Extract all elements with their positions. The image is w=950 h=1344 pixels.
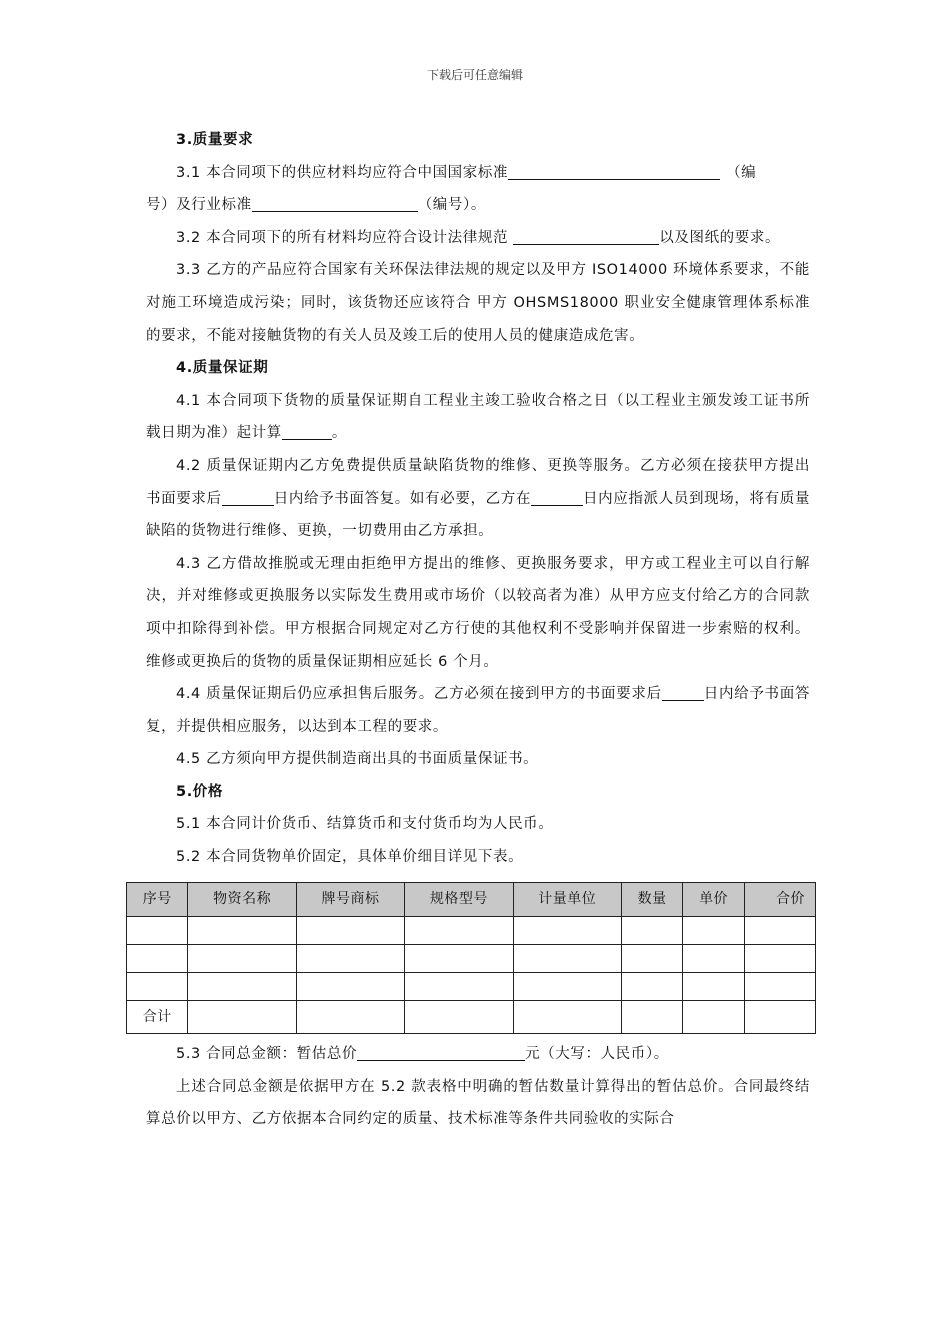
unit-price-table <box>126 882 816 1035</box>
clause-4-3: 4.3 乙方借故推脱或无理由拒绝甲方提出的维修、更换服务要求，甲方或工程业主可以自行解决，并对维修或更换服务以实际发生费用或市场价（以较高者为准）从甲方应支付给乙方的合同款项中扣除得到补偿。甲方根据合同规定对乙方行使的其他权利不受影响并保留进一步索赔的权利。维修或更换后的货物的质量保证期相应延长 6 个月。 <box>146 555 810 670</box>
table-row <box>127 972 816 1000</box>
section-3-title: 3.质量要求 <box>176 132 254 148</box>
col-header-brand: 牌号商标 <box>296 882 404 916</box>
table-total-row <box>127 1000 816 1034</box>
col-header-quantity: 数量 <box>621 882 682 916</box>
clause-5-3-explanation: 上述合同总金额是依据甲方在 5.2 款表格中明确的暂估数量计算得出的暂估总价。合同最终结算总价以甲方、乙方依据本合同约定的质量、技术标准等条件共同验收的实际合 <box>146 1078 810 1128</box>
clause-3-3: 3.3 乙方的产品应符合国家有关环保法律法规的规定以及甲方 ISO14000 环境体系要求，不能对施工环境造成污染；同时，该货物还应该符合 甲方 OHSMS18000 职业安全健康管理体系标准的要求，不能对接触货物的有关人员及竣工后的使用人员的健康造成危害。 <box>146 262 810 344</box>
clause-5-3-text-a: 5.3 合同总金额：暂估总价 <box>176 1046 358 1063</box>
clause-5-3 <box>146 1038 810 1071</box>
table-row <box>127 944 816 972</box>
clause-5-3-text-b: 元（大写：人民币）。 <box>525 1046 669 1063</box>
contract-body <box>142 124 810 1136</box>
clause-3-2 <box>146 222 810 255</box>
clause-3-2-text-b: 以及图纸的要求。 <box>659 229 781 246</box>
blank-estimated-total <box>357 1044 525 1061</box>
clause-4-4-text-b: 日内给予书面答复，并提供相应服务，以达到本工程的要求。 <box>146 686 810 735</box>
blank-service-days <box>662 684 704 701</box>
blank-reply-days <box>222 489 274 506</box>
clause-3-1-text-c: 号）及行业标准 <box>146 197 252 214</box>
col-header-unit-price: 单价 <box>683 882 744 916</box>
clause-5-2: 5.2 本合同货物单价固定，具体单价细目详见下表。 <box>176 849 524 866</box>
section-4-title: 4.质量保证期 <box>176 360 269 377</box>
col-header-total-price: 合价 <box>744 882 815 916</box>
clause-3-1-text-a: 3.1 本合同项下的供应材料均应符合中国国家标准 <box>176 164 509 181</box>
clause-4-4 <box>146 678 810 743</box>
clause-4-1-text-b: 。 <box>331 425 348 442</box>
col-header-unit: 计量单位 <box>513 882 621 916</box>
clause-5-1: 5.1 本合同计价货币、结算货币和支付货币均为人民币。 <box>176 816 554 833</box>
col-header-serial: 序号 <box>127 882 188 916</box>
clause-3-1-text-d: （编号）。 <box>417 197 486 214</box>
table-header-row <box>127 882 816 916</box>
clause-3-2-text-a: 3.2 本合同项下的所有材料均应符合设计法律规范 <box>176 229 514 246</box>
clause-3-1 <box>146 157 810 222</box>
blank-industry-standard <box>252 195 418 212</box>
blank-design-code <box>513 228 659 245</box>
page-header-note: 下载后可任意编辑 <box>426 68 523 82</box>
clause-4-1-text-a: 4.1 本合同项下货物的质量保证期自工程业主竣工验收合格之日（以工程业主颁发竣工证书所载日期为准）起计算 <box>146 392 810 442</box>
col-header-material-name: 物资名称 <box>188 882 296 916</box>
clause-4-4-text-a: 4.4 质量保证期后仍应承担售后服务。乙方必须在接到甲方的书面要求后 <box>176 686 662 703</box>
clause-4-2-text-c: 日内应指派人员到现场，将有质量缺陷的货物进行维修、更换，一切费用由乙方承担。 <box>146 490 810 540</box>
clause-3-1-text-b: （编 <box>726 164 757 181</box>
blank-warranty-period <box>282 423 332 440</box>
clause-4-2-text-b: 日内给予书面答复。如有必要，乙方在 <box>273 490 531 507</box>
clause-4-2-text-a: 4.2 质量保证期内乙方免费提供质量缺陷货物的维修、更换等服务。乙方必须在接获甲方提出书面要求后 <box>146 457 810 507</box>
table-row <box>127 916 816 944</box>
blank-national-standard <box>508 163 720 180</box>
col-header-spec: 规格型号 <box>405 882 513 916</box>
clause-4-1 <box>146 385 810 450</box>
section-5-title: 5.价格 <box>176 783 223 800</box>
blank-dispatch-days <box>531 489 583 506</box>
clause-4-2 <box>146 450 810 548</box>
clause-4-5: 4.5 乙方须向甲方提供制造商出具的书面质量保证书。 <box>176 751 539 768</box>
total-label: 合计 <box>127 1000 188 1034</box>
